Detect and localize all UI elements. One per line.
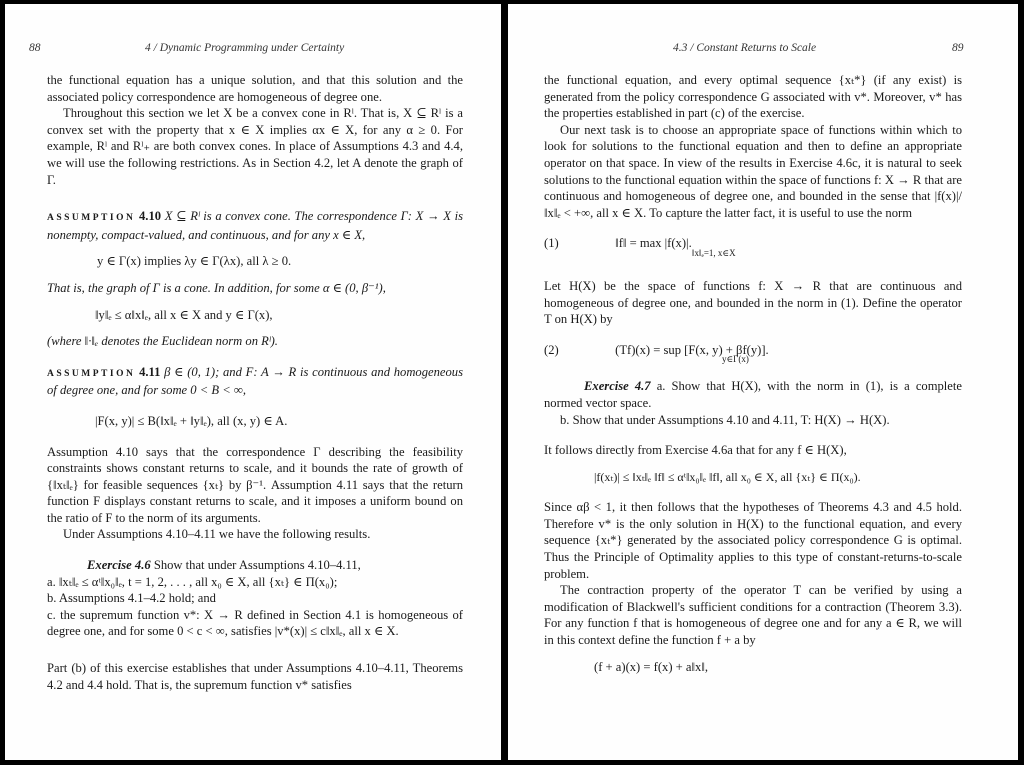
- left-running-head: 4 / Dynamic Programming under Certainty: [145, 42, 345, 54]
- paragraph: the functional equation, and every optimal sequence {xₜ*} (if any exist) is generated from the policy correspondence G associated with v*. Moreover, v* has the properties established in part (c) of the exercise.: [544, 73, 962, 121]
- equation: (Tf)(x) = sup [F(x, y) + βf(y)].: [615, 342, 769, 357]
- left-page-number: 88: [29, 42, 41, 54]
- right-text-column: [544, 72, 962, 675]
- right-page: [508, 4, 1018, 760]
- paragraph: Our next task is to choose an appropriate space of functions within which to look for solutions to the functional equation and then to define an appropriate operator on that space. In view of the results in Exercise 4.6c, it is natural to seek solutions to the functional equation within the space of functions f: X → R that are continuous and homogeneous of degree one, and bounded in the sense that |f(x)|/‖x‖ₑ < +∞, all x ∈ X. To capture the latter fact, it is useful to use the norm: [544, 122, 962, 220]
- paragraph: the functional equation has a unique solution, and that this solution and the associated policy correspondence are homogeneous of degree one.: [47, 73, 463, 104]
- exercise-part-b: b. Assumptions 4.1–4.2 hold; and: [47, 591, 216, 606]
- assumption-4-11: [47, 364, 463, 399]
- paragraph: It follows directly from Exercise 4.6a that for any f ∈ H(X),: [544, 443, 847, 458]
- equation: ‖y‖ₑ ≤ α‖x‖ₑ, all x ∈ X and y ∈ Γ(x),: [95, 307, 273, 322]
- equation: (f + a)(x) = f(x) + a‖x‖,: [594, 659, 709, 674]
- exercise-intro: Show that under Assumptions 4.10–4.11,: [153, 558, 361, 573]
- exercise-part-a: a. Show that H(X), with the norm in (1), is a complete normed vector space.: [544, 379, 962, 410]
- equation-subscript: ‖x‖ₑ=1, x∈X: [692, 247, 736, 258]
- assumption-text: β ∈ (0, 1); and F: A → R is continuous and homogeneous of degree one, and for some 0 < B < ∞,: [47, 364, 463, 398]
- equation: y ∈ Γ(x) implies λy ∈ Γ(λx), all λ ≥ 0.: [97, 254, 292, 269]
- equation-subscript: y∈Γ(x): [722, 354, 749, 365]
- assumption-label: ASSUMPTION: [47, 213, 136, 224]
- left-text-column: [47, 72, 463, 693]
- exercise-part-a: a. ‖xₜ‖ₑ ≤ αᵗ‖x₀‖ₑ, t = 1, 2, . . . , all x₀ ∈ X, all {xₜ} ∈ Π(x₀);: [47, 574, 338, 589]
- right-page-number: 89: [952, 42, 964, 54]
- equation-number: (1): [544, 236, 559, 251]
- exercise-part-b: b. Show that under Assumptions 4.10 and 4.11, T: H(X) → H(X).: [560, 412, 890, 427]
- paragraph: Under Assumptions 4.10–4.11 we have the following results.: [63, 527, 371, 542]
- equation: ‖f‖ = max |f(x)|.: [615, 236, 692, 251]
- exercise-4-7: [544, 378, 962, 411]
- right-running-head: 4.3 / Constant Returns to Scale: [673, 42, 817, 54]
- assumption-number: 4.10: [139, 209, 162, 224]
- exercise-4-6: [47, 557, 463, 574]
- equation: |f(xₜ)| ≤ ‖xₜ‖ₑ ‖f‖ ≤ αᵗ‖x₀‖ₑ ‖f‖, all x₀ ∈ X, all {xₜ} ∈ Π(x₀).: [594, 469, 861, 484]
- equation: |F(x, y)| ≤ B(‖x‖ₑ + ‖y‖ₑ), all (x, y) ∈ A.: [95, 413, 288, 428]
- paragraph: Part (b) of this exercise establishes that under Assumptions 4.10–4.11, Theorems 4.2 and 4.4 hold. That is, the supremum function v* satisfies: [47, 661, 463, 692]
- assumption-text: X ⊆ Rˡ is a convex cone. The correspondence Γ: X → X is nonempty, compact-valued, and continuous, and for any x ∈ X,: [47, 209, 463, 242]
- paragraph: Assumption 4.10 says that the correspondence Γ describing the feasibility constraints shows constant returns to scale, and it bounds the rate of growth of {‖xₜ‖ₑ} for feasible sequences {xₜ} by β⁻¹. Assumption 4.11 says that the return function F displays constant returns to scale, and it imposes a uniform bound on the ratio of F to the norm of its arguments.: [47, 444, 463, 525]
- paragraph: Since αβ < 1, it then follows that the hypotheses of Theorems 4.3 and 4.5 hold. Therefore v* is the only solution in H(X) to the functional equation, and every sequence {xₜ*} generated by the associated policy correspondence G is optimal. Thus the Principle of Optimality applies to this type of constant-returns-to-scale problem.: [544, 500, 962, 581]
- exercise-label: Exercise 4.6: [87, 558, 151, 573]
- assumption-number: 4.11: [139, 364, 161, 379]
- paragraph: The contraction property of the operator T can be verified by using a modification of Blackwell's sufficient conditions for a contraction (Theorem 3.3). For any function f that is homogeneous of degree one and for any a ∈ R, we will in this context define the function f + a by: [544, 583, 962, 648]
- left-page: [5, 4, 501, 760]
- paragraph: Throughout this section we let X be a convex cone in Rˡ. That is, X ⊆ Rˡ is a convex set with the property that x ∈ X implies αx ∈ X, for any α ≥ 0. For example, Rˡ and Rˡ₊ are both convex cones. In place of Assumptions 4.3 and 4.4, we will use the following restrictions. As in Section 4.2, let A denote the graph of Γ.: [47, 106, 463, 187]
- assumption-label: ASSUMPTION: [47, 368, 136, 379]
- paragraph: Let H(X) be the space of functions f: X → R that are continuous and homogeneous of degree one, and bounded in the norm in (1). Define the operator T on H(X) by: [544, 278, 962, 327]
- assumption-4-10: [47, 208, 463, 243]
- exercise-label: Exercise 4.7: [584, 379, 651, 394]
- assumption-note: (where ‖·‖ₑ denotes the Euclidean norm on Rˡ).: [47, 334, 278, 349]
- equation-number: (2): [544, 342, 559, 357]
- assumption-continuation: That is, the graph of Γ is a cone. In addition, for some α ∈ (0, β⁻¹),: [47, 280, 386, 295]
- exercise-part-c: c. the supremum function v*: X → R defined in Section 4.1 is homogeneous of degree one, and for some 0 < c < ∞, satisfies |v*(x)| ≤ c‖x‖ₑ, all x ∈ X.: [47, 607, 463, 639]
